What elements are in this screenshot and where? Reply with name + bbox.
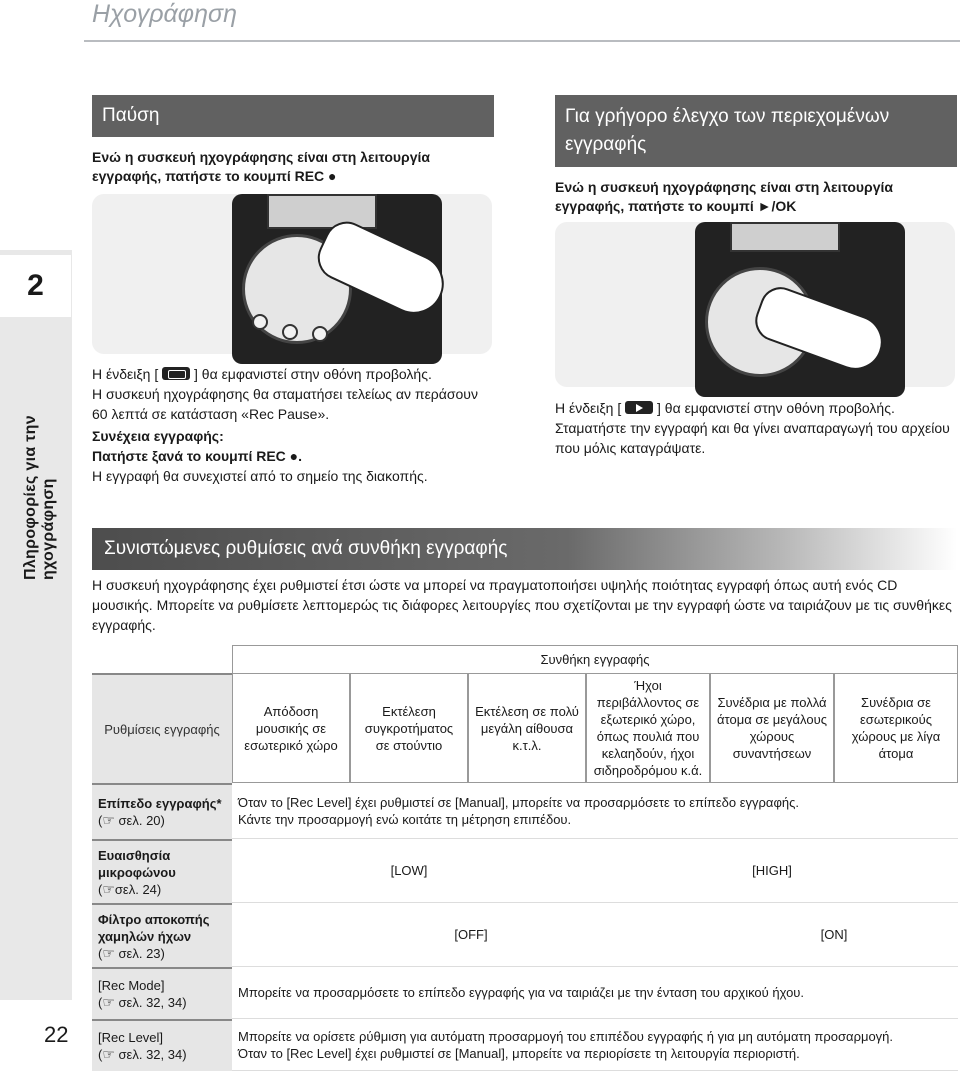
- pointing-hand-icon: ☞: [102, 994, 115, 1010]
- recorder-button: [312, 326, 328, 342]
- pause-lead-text: Ενώ η συσκευή ηχογράφησης είναι στη λειτουργία εγγραφής, πατήστε το κουμπί REC ●: [92, 149, 430, 184]
- quick-check-lead-text: Ενώ η συσκευή ηχογράφησης είναι στη λειτουργία εγγραφής, πατήστε το κουμπί ►/OK: [555, 179, 893, 214]
- setting-row-label: Επίπεδο εγγραφής* (☞ σελ. 20): [92, 783, 232, 839]
- quick-check-playback-note: Σταματήστε την εγγραφή και θα γίνει αναπαραγωγή του αρχείου που μόλις καταγράψατε.: [555, 420, 950, 456]
- page-number-box: [0, 1000, 84, 1050]
- recommended-intro: Η συσκευή ηχογράφησης έχει ρυθμιστεί έτσι ώστε να μπορεί να πραγματοποιήσει υψηλής ποιότητας εγγραφή όπως αυτή ενός CD μουσικής. Μπορείτε να ρυθμίσετε λεπτομερώς τις διάφορες λειτουργίες που σχετίζονται με την εγγραφή ώστε να ταιριάζουν με τις συνθήκες εγγραφής.: [92, 577, 952, 633]
- pause-description: [92, 364, 492, 486]
- setting-row-description: Μπορείτε να προσαρμόσετε το επίπεδο εγγραφής για να ταιριάζει με την ένταση του αρχικού ήχου.: [232, 967, 958, 1019]
- setting-value-high: [HIGH]: [586, 839, 958, 903]
- pause-indicator-line: Η ένδειξη [ ] θα εμφανιστεί στην οθόνη προβολής.: [92, 366, 432, 382]
- settings-header: Ρυθμίσεις εγγραφής: [92, 673, 232, 783]
- chapter-number: 2: [0, 255, 72, 317]
- condition-column: Συνέδρια σε εσωτερικούς χώρους με λίγα άτομα: [834, 673, 958, 783]
- pointing-hand-icon: ☞: [102, 1046, 115, 1062]
- condition-column: Συνέδρια με πολλά άτομα σε μεγάλους χώρους συναντήσεων: [710, 673, 834, 783]
- recorder-screen: [267, 194, 377, 229]
- condition-column: Απόδοση μουσικής σε εσωτερικό χώρο: [232, 673, 350, 783]
- chapter-side-title: Πληροφορίες για την ηχογράφηση: [22, 415, 57, 580]
- condition-column: Εκτέλεση συγκροτήματος σε στούντιο: [350, 673, 468, 783]
- play-indicator-icon: [625, 401, 653, 414]
- pause-section-title: Παύση: [92, 95, 494, 137]
- condition-header: Συνθήκη εγγραφής: [232, 645, 958, 673]
- recording-settings-table: [92, 645, 958, 1071]
- play-indicator-line: Η ένδειξη [ ] θα εμφανιστεί στην οθόνη προβολής.: [555, 400, 895, 416]
- recommended-settings-title: Συνιστώμενες ρυθμίσεις ανά συνθήκη εγγραφής: [92, 528, 957, 570]
- quick-check-description: [555, 398, 955, 458]
- pause-timeout-note: Η συσκευή ηχογράφησης θα σταματήσει τελείως αν περάσουν 60 λεπτά σε κατάσταση «Rec Pause».: [92, 386, 478, 422]
- condition-column: Εκτέλεση σε πολύ μεγάλη αίθουσα κ.τ.λ.: [468, 673, 586, 783]
- setting-row-label: Φίλτρο αποκοπής χαμηλών ήχων (☞ σελ. 23): [92, 903, 232, 967]
- resume-action: Πατήστε ξανά το κουμπί REC ●.: [92, 448, 303, 464]
- resume-note: Η εγγραφή θα συνεχιστεί από το σημείο της διακοπής.: [92, 468, 428, 484]
- header-divider: [84, 40, 960, 42]
- rec-pause-indicator-icon: [162, 367, 190, 380]
- condition-column: Ήχοι περιβάλλοντος σε εξωτερικό χώρο, όπως πουλιά που κελαηδούν, ήχοι σιδηροδρόμου κ.ά.: [586, 673, 710, 783]
- resume-title: Συνέχεια εγγραφής:: [92, 428, 224, 444]
- setting-value-low: [LOW]: [232, 839, 586, 903]
- setting-value-on: [ON]: [710, 903, 958, 967]
- setting-row-label: [Rec Mode] (☞ σελ. 32, 34): [92, 967, 232, 1019]
- pointing-hand-icon: ☞: [102, 880, 115, 897]
- setting-row-description: Μπορείτε να ορίσετε ρύθμιση για αυτόματη προσαρμογή του επιπέδου εγγραφής ή για μη αυτόματη προσαρμογή. Όταν το [Rec Level] έχει ρυθμιστεί σε [Manual], μπορείτε να περιορίσετε τη λειτουργία περιοριστή.: [232, 1019, 958, 1071]
- setting-value-off: [OFF]: [232, 903, 710, 967]
- recorder-illustration-quick-check: [555, 222, 955, 387]
- pointing-hand-icon: ☞: [102, 812, 115, 828]
- setting-row-description: Όταν το [Rec Level] έχει ρυθμιστεί σε [Manual], μπορείτε να προσαρμόσετε το επίπεδο εγγραφής. Κάντε την προσαρμογή ενώ κοιτάτε τη μέτρηση επιπέδου.: [232, 783, 958, 839]
- setting-row-label: Ευαισθησία μικροφώνου (☞σελ. 24): [92, 839, 232, 903]
- page-header-title: Ηχογράφηση: [92, 0, 237, 28]
- recorder-screen: [730, 222, 840, 252]
- recorder-button: [252, 314, 268, 330]
- quick-check-section-title: Για γρήγορο έλεγχο των περιεχομένων εγγραφής: [555, 95, 957, 167]
- page-number: 22: [44, 1022, 69, 1047]
- pointing-hand-icon: ☞: [102, 944, 115, 961]
- setting-row-label: [Rec Level] (☞ σελ. 32, 34): [92, 1019, 232, 1071]
- recorder-button: [282, 324, 298, 340]
- recorder-illustration-pause: [92, 194, 492, 354]
